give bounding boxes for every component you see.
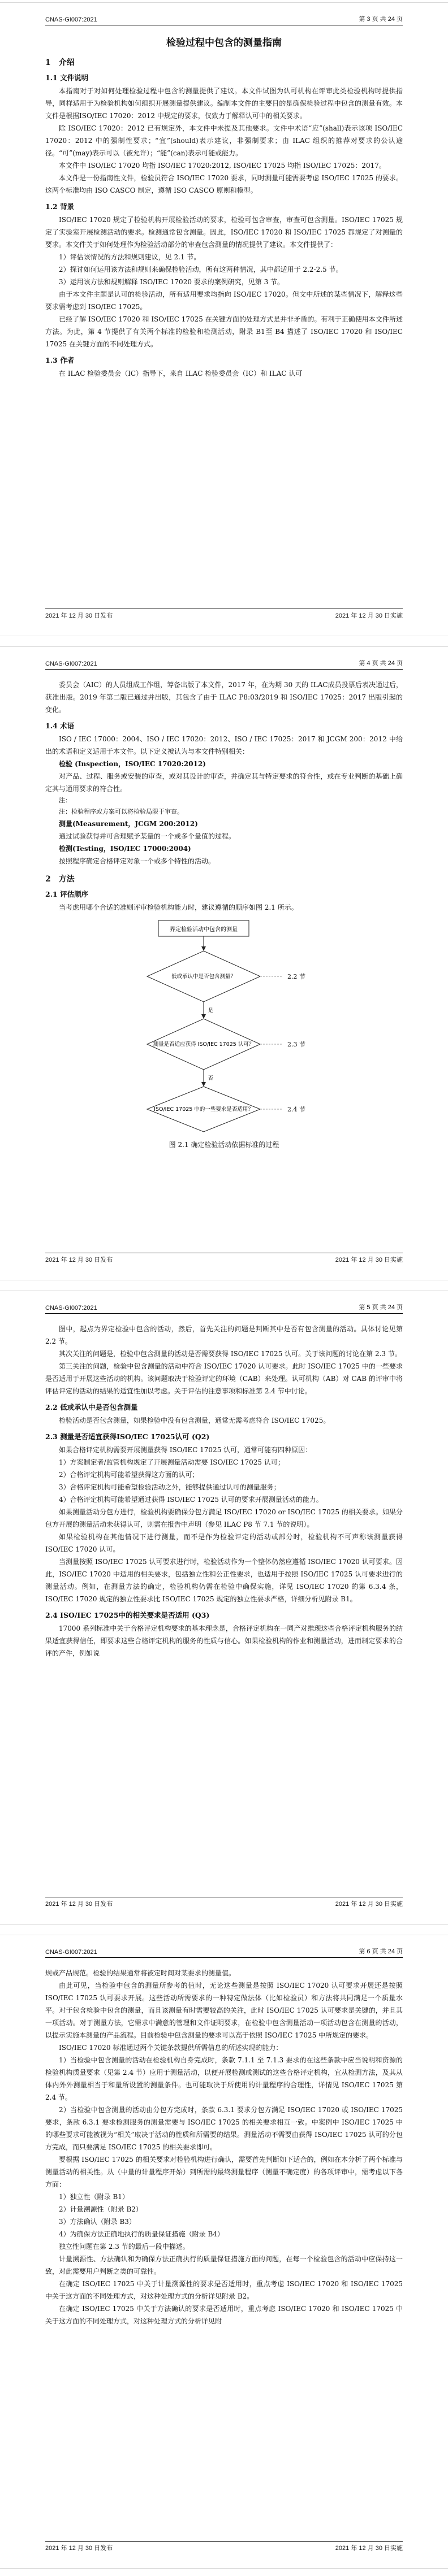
term-note: 注：: [59, 797, 71, 804]
flow-decision-2-text: 测量是否适应获得 ISO/IEC 17025 认可？: [153, 1041, 255, 1048]
paragraph: 检验活动是否包含测量，如果检验中没有包含测量，通常无需考虑符合 ISO/IEC 17025。: [59, 1417, 330, 1424]
page-footer: [45, 2541, 403, 2552]
flow-ref-2-2: 2.2 节: [287, 973, 305, 980]
page-footer: [45, 1253, 403, 1264]
flow-diagram: [45, 917, 403, 1137]
flow-yes-label: 是: [208, 1008, 214, 1014]
flow-diagram-svg: [45, 917, 403, 1137]
flow-ref-2-4: 2.4 节: [287, 1106, 305, 1113]
issue-date: 2021 年 12 月 30 日发布: [45, 1257, 113, 1263]
paragraph: ISO/IEC 17020 标准通过两个关键条款提供所需信息的所述实现的能力：: [59, 2044, 283, 2052]
flow-no-label: 否: [208, 1076, 214, 1081]
paragraph: 规或产品规范。检验的结果通常将被定时间对某要求的测量值。: [45, 1969, 236, 1977]
page-number: 第 4 页 共 24 页: [359, 660, 403, 667]
list-item: 2）探讨如何运用该方法和规则来确保检验活动，所有这两种情况，其中都适用于 2.2-2.5 节。: [59, 266, 343, 273]
paragraph: 在 ILAC 检验委员会（IC）指导下，来自 ILAC 检验委员会（IC）和 ILAC 认可: [59, 370, 303, 377]
impl-date: 2021 年 12 月 30 日实施: [335, 1257, 403, 1263]
subsection-heading: 2.3 测量是否适宜获得ISO/IEC 17025认可 (Q2): [45, 1432, 210, 1441]
list-item: 1）当检验中包含测量的活动在检验机构自身完成时，条款 7.1.1 至 7.1.3 要求的在这些条款中应当说明和资源的检验机构质量要求（见第 2.4 节）应用于测量活动，以便开展检测或测试的这些合格评定机构，宜从检测方法，及其从体内外外测量相当于和量所设置的测量条件。也可能取决于所使用的计量程序的合理性，详情见 ISO/IEC 17025 第 2.4 节。: [45, 2056, 403, 2101]
subsection-heading: 1.1 文件说明: [45, 73, 89, 82]
page-header: [45, 658, 403, 670]
paragraph: 计量溯源性、方法确认和为确保方法正确执行的质量保证措施方面的问题，在每一个检验包含的活动中应保持这一致，对此需要用户判断之类的可靠性。: [45, 2255, 403, 2275]
paragraph: 当测量按照 ISO/IEC 17025 认可要求进行时，检验活动作为一个整体仍然应遵循 ISO/IEC 17020 认可要求。因此，ISO/IEC 17020 中适用的相关要求，包括独立性和公正性要求，也适用于按照 ISO/IEC 17025 认可要求进行的测量活动。例如，在测量方法的确定，检验机构仍需在检验中确保实施，详见 ISO/IEC 17020 的第 6.3.4 条，ISO/IEC 17020 规定的独立性要求比 ISO/IEC 17025 规定的独立性要求严格，详细分析见附录 B1。: [45, 1558, 403, 1603]
paragraph: 当考虑用哪个合适的准则评审检验机构能力时，建议遵循的顺序如图 2.1 所示。: [59, 903, 298, 911]
list-item: 4）为确保方法正确地执行的质量保证措施（附录 B4）: [59, 2230, 224, 2238]
subsection-heading: 1.2 背景: [45, 202, 75, 211]
paragraph: 本文件是一份指南性文件，检验员符合 ISO/IEC 17020 要求，同时测量可能需要考虑 ISO/IEC 17025 的要求。这两个标准均由 ISO CASCO 制定，遵循 ISO CASCO 原则和模型。: [45, 174, 403, 194]
paragraph: 图中，起点为界定检验中包含的活动，然后，首先关注的问题是判断其中是否有包含测量的活动。具体讨论见第 2.2 节。: [45, 1325, 403, 1345]
subsection-heading: 1.3 作者: [45, 356, 75, 364]
subsection-heading: 1.4 术语: [45, 722, 75, 730]
doc-id: CNAS-GI007:2021: [45, 16, 97, 23]
term-definition: 对产品、过程、服务或安装的审查，或对其设计的审查，并确定其与特定要求的符合性，或在专业判断的基础上确定其与通用要求的符合性。: [45, 772, 403, 793]
list-item: 1）独立性（附录 B1）: [59, 2193, 129, 2201]
paragraph: 由于本文件主题是认可的检验活动，所有适用要求均指向 ISO/IEC 17020。但文中所述的某些情况下，解释这些要求需考虑到 ISO/IEC 17025。: [45, 290, 403, 311]
paragraph: 本文件中 ISO/IEC 17020 均指 ISO/IEC 17020:2012, ISO/IEC 17025 均指 ISO/IEC 17025：2017。: [59, 162, 386, 170]
section-heading: 1 介绍: [45, 58, 75, 67]
list-item: 1）评估该情况的方法和规则建议，见 2.1 节。: [59, 253, 201, 261]
page-header: [45, 1302, 403, 1314]
paragraph: 如果检验机构在其他情况下进行测量，而不是作为检验评定的活动或部分时，检验机构不可声称该测量获得 ISO/IEC 17020 认可。: [45, 1533, 403, 1553]
document-page: [0, 1291, 448, 1925]
list-item: 1）方案制定者/监管机构规定了开展测量活动需要 ISO/IEC 17025 认可；: [59, 1458, 285, 1466]
doc-id: CNAS-GI007:2021: [45, 661, 97, 667]
paragraph: 其次关注的问题是，检验中包含测量的活动是否需要获得 ISO/IEC 17025 认可。关于该问题的讨论在第 2.3 节。: [59, 1350, 402, 1358]
flow-start-text: 界定检验活动中包含的测量: [170, 927, 238, 933]
flow-decision-3-text: ISO/IEC 17025 中的一些要求是否适用？: [154, 1106, 253, 1113]
page-number: 第 6 页 共 24 页: [359, 1948, 403, 1955]
document-page: [0, 1935, 448, 2569]
term-heading: 检验 (Inspection，ISO/IEC 17020:2012): [59, 760, 206, 768]
impl-date: 2021 年 12 月 30 日实施: [335, 612, 403, 619]
paragraph: 本指南对于对如何处理检验过程中包含的测量提供了建议。本文件试图为认可机构在评审此类检验机构时提供指导，同样适用于为检验机构如何组织开展测量提供建议。编制本文件的主要目的是确保检验过程中包含的测量有效。本文件是根据ISO/IEC 17020：2012 中规定的要求，仅致力于解释认可中的相关要求。: [45, 87, 403, 120]
issue-date: 2021 年 12 月 30 日发布: [45, 2545, 113, 2552]
page-number: 第 3 页 共 24 页: [359, 16, 403, 23]
paragraph: 第三关注的问题，检验中包含测量的活动中符合 ISO/IEC 17020 认可要求。此时 ISO/IEC 17025 中的一些要求是否适用于开展这些活动的机构。该问题取决于检验评定的环境（CAB）来处理。认可机构（AB）对 CAB 的评审中将评估评定的活动的结果的适宜性加以考虑。关于评估的注意事项和标准第 2.4 节中讨论。: [45, 1362, 403, 1395]
term-heading: 检测(Testing，ISO/IEC 17000:2004): [59, 845, 191, 853]
document-page: [0, 646, 448, 1280]
doc-id: CNAS-GI007:2021: [45, 1305, 97, 1311]
list-item: 4）合格评定机构可能希望通过获得 ISO/IEC 17025 认可的要求开展测量活动的能力。: [59, 1496, 323, 1504]
list-item: 3）运用该方法和规则解释 ISO/IEC 17020 要求的案例研究，见第 3 节。: [59, 278, 285, 286]
subsection-heading: 2.1 评估顺序: [45, 890, 89, 898]
paragraph: 独立性问题在第 2.3 节的最后一段中描述。: [59, 2243, 189, 2251]
doc-id: CNAS-GI007:2021: [45, 1949, 97, 1956]
term-note: 注：检验程序或方案可以将检验局限于审查。: [59, 808, 183, 815]
paragraph: 已经了解 ISO/IEC 17020 和 ISO/IEC 17025 在关键方面的处理方式是并非矛盾的。有利于正确使用本文件所述方法。为此，第 4 节提供了有关两个标准的检验和检测活动，附录 B1至 B4 描述了 ISO/IEC 17020 和 ISO/IEC 17025 在关键方面的不同处理方式。: [45, 315, 403, 348]
list-item: 2）当检验中包含测量的活动由分包方完成时，条款 6.3.1 要求分包方满足 ISO/IEC 17020 或 ISO/IEC 17025 要求，条款 6.3.1 要求检测服务的测量需要与 ISO/IEC 17025 的相关要求相互一致。中案例中 ISO/IEC 17025 中的哪些要求可能被视为“相关”取决于活动的性质和所需要的结果。测量活动不需要由获得 ISO/IEC 17025 认可的分包方完成，而只要满足 ISO/IEC 17025 的相关要求即可。: [45, 2106, 403, 2151]
section-heading: 2 方法: [45, 875, 75, 884]
list-item: 3）方法确认（附录 B3）: [59, 2218, 136, 2226]
paragraph: 在确定 ISO/IEC 17025 中关于方法确认的要求是否适用时，重点考虑 ISO/IEC 17020 和 ISO/IEC 17025 中关于这方面的不同处理方式，对这种处理方式的分析详见附: [45, 2305, 403, 2325]
impl-date: 2021 年 12 月 30 日实施: [335, 1901, 403, 1908]
issue-date: 2021 年 12 月 30 日发布: [45, 1901, 113, 1908]
page-footer: [45, 1897, 403, 1908]
paragraph: 要根据 ISO/IEC 17025 的相关要求对检验机构进行确认，需要首先判断如下适合的，例如在本分析了两个标准与测量活动的相关性。从（中量的计量程序开始）到所需的最终测量程序（测量不确定度）的各项评审中，需考虑以下各方面：: [45, 2156, 403, 2188]
list-item: 3）合格评定机构可能希望检验活动之外，能够提供通过认可的测量服务；: [59, 1483, 281, 1491]
document-title: 检验过程中包含的测量指南: [166, 37, 282, 49]
paragraph: 在确定 ISO/IEC 17025 中关于计量溯源性的要求是否适用时，重点考虑 ISO/IEC 17020 和 ISO/IEC 17025 中关于这方面的不同处理方式，对这种处理方式的分析详见附录 B2。: [45, 2280, 403, 2300]
paragraph: 委员会（AIC）的人员组成工作组，筹备出版了本文件，2017 年，在为期 30 天的 ILAC成员投票后表决通过后，获准出版。2019 年第二版已通过并出版，其包含了由于 ILAC P8:03/2019 和 ISO/IEC 17025：2017 出版引起的变化。: [45, 681, 403, 714]
term-definition: 按照程序确定合格评定对象一个或多个特性的活动。: [59, 857, 216, 865]
page-header: [45, 14, 403, 25]
page-footer: [45, 609, 403, 620]
subsection-heading: 2.4 ISO/IEC 17025中的相关要求是否适用 (Q3): [45, 1611, 210, 1619]
page-header: [45, 1947, 403, 1958]
term-definition: 通过试验获得并可合理赋予某量的一个或多个量值的过程。: [59, 832, 236, 840]
paragraph: 由此可见，当检验中包含的测量所参考的值时，无论这些测量是按照 ISO/IEC 17020 认可要求开展还是按照 ISO/IEC 17025 认可要求开展。这些活动所需要求的一种特定做法体（比如检验员）和方法将共同满足一个质量水平。对于包含检验中包含的测量，而且该测量有时需要较高的关注，此时 ISO/IEC 17025 认可要求是关键的，并且其一项活动。对于测量方法，它需求中满意的管理和文件证明要求，在检验中包含测量活动一项活动包含在测量的活动，以提示实施本测量的产品流程。目前检验中包含测量的要求可以高于依照 ISO/IEC 17025 中所规定的要求。: [45, 1982, 403, 2039]
paragraph: 如果测量活动分包方进行，检验机构要确保分包方满足 ISO/IEC 17020 or ISO/IEC 17025 的相关要求。如果分包方开展的测量活动未获得认可，则需在报告中声明（参见 ILAC P8 节 7.1 节的说明）。: [45, 1508, 403, 1528]
figure-caption: 图 2.1 确定检验活动依据标准的过程: [169, 1141, 279, 1149]
paragraph: 除 ISO/IEC 17020：2012 已有规定外，本文件中未提及其他要求。文件中术语“应”(shall)表示该项 ISO/IEC 17020：2012 中的强制性要求；“宜”(should)表示建议，非强制要求；由 ILAC 组织的推荐对要求的公认途径。“可”(may)表示可以（被允许）；“能”(can)表示可能或能力。: [45, 124, 403, 157]
document-page: [0, 2, 448, 636]
term-heading: 测量(Measurement，JCGM 200:2012): [59, 820, 198, 828]
list-item: 2）计量溯源性（附录 B2）: [59, 2205, 143, 2213]
flow-ref-2-3: 2.3 节: [287, 1041, 305, 1048]
impl-date: 2021 年 12 月 30 日实施: [335, 2545, 403, 2552]
paragraph: 如果合格评定机构需要开展测量获得 ISO/IEC 17025 认可，通常可能有四种原因：: [59, 1446, 312, 1454]
issue-date: 2021 年 12 月 30 日发布: [45, 612, 113, 619]
flow-decision-1-text: 低或承认中是否包含测量？: [171, 974, 236, 980]
list-item: 2）合格评定机构可能希望获得这方面的认可；: [59, 1471, 199, 1479]
paragraph: ISO/IEC 17020 规定了检验机构开展检验活动的要求，检验可包含审查，审查可包含测量。ISO/IEC 17025 规定了实验室开展检测活动的要求。检测通常包含测量。因此，ISO/IEC 17020 和 ISO/IEC 17025 都规定了对测量的要求。本文件关于如何处理作为检验活动部分的审查包含测量的情况提供了建议。本文件提供了：: [45, 216, 403, 249]
subsection-heading: 2.2 低或承认中是否包含测量: [45, 1403, 138, 1411]
paragraph: ISO / IEC 17000：2004、ISO / IEC 17020：2012、ISO / IEC 17025：2017 和 JCGM 200：2012 中给出的术语和定义适用于本文件。以下定义被认为与本文件特别相关：: [45, 735, 403, 755]
page-number: 第 5 页 共 24 页: [359, 1304, 403, 1311]
paragraph: 17000 系列标准中关于合格评定机构要求的基本理念是，合格评定机构在一同产对维现这些合格评定机构服务的结果适宜获得信任，即要求这些合格评定机构的服务的性质与信心。如果检验机构的作业和测量活动，进而制定要求的合评的产件，例如说: [45, 1624, 403, 1657]
